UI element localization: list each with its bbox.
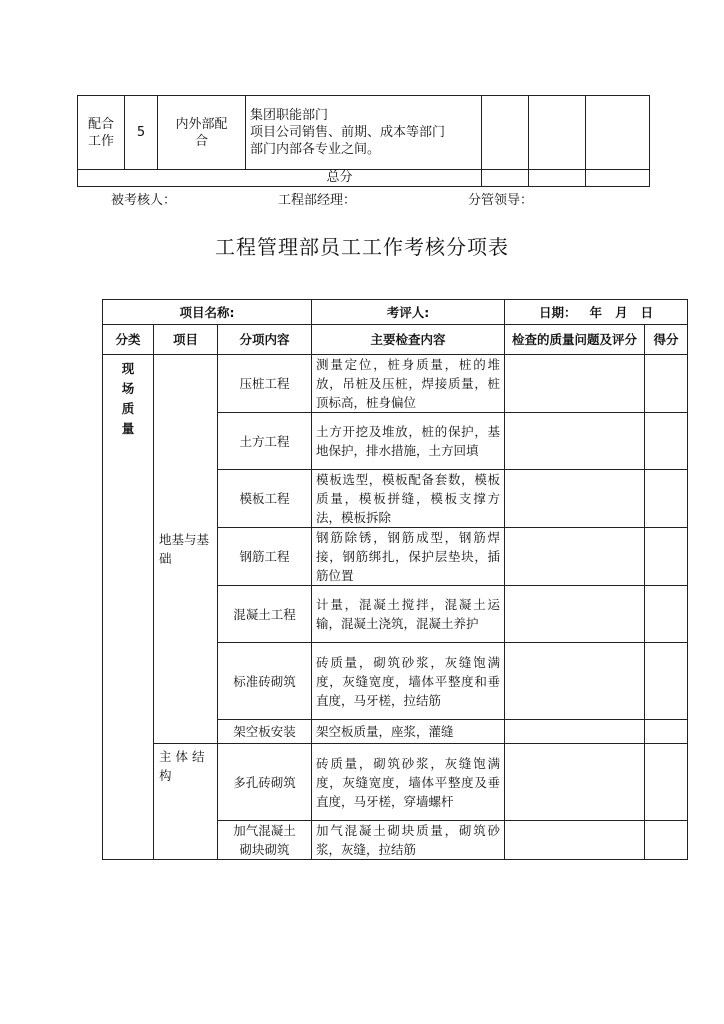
group-cell: 地基与基 础 (154, 355, 218, 744)
empty-cell[interactable] (482, 96, 529, 170)
score-cell: 5 (125, 96, 158, 170)
item-cell: 架空板安装 (218, 720, 312, 744)
table-row (78, 96, 650, 170)
item-cell: 模板工程 (218, 470, 312, 528)
column-header: 检查的质量问题及评分 (505, 325, 645, 355)
content-cell: 集团职能部门 项目公司销售、前期、成本等部门 部门内部各专业之间。 (246, 96, 482, 170)
item-cell: 压桩工程 (218, 355, 312, 413)
total-cell[interactable] (586, 170, 650, 187)
group-cell: 主 体 结 构 (154, 744, 218, 860)
score-cell[interactable] (645, 720, 688, 744)
score-cell[interactable] (645, 355, 688, 413)
check-cell: 架空板质量，座浆，灌缝 (312, 720, 505, 744)
item-cell: 加气混凝土 砌块砌筑 (218, 821, 312, 860)
score-cell[interactable] (645, 744, 688, 821)
quality-score-cell[interactable] (505, 643, 645, 720)
assessment-detail-table (102, 299, 688, 860)
table-row (78, 170, 650, 187)
quality-score-cell[interactable] (505, 720, 645, 744)
score-cell[interactable] (645, 413, 688, 470)
header-row (103, 300, 688, 325)
item-cell: 多孔砖砌筑 (218, 744, 312, 821)
table-row (103, 355, 688, 413)
column-header: 分项内容 (218, 325, 312, 355)
item-cell: 内外部配 合 (158, 96, 246, 170)
check-cell: 砖质量，砌筑砂浆，灰缝饱满度，灰缝宽度，墙体平整度和垂直度，马牙槎，拉结筋 (312, 643, 505, 720)
item-cell: 土方工程 (218, 413, 312, 470)
quality-score-cell[interactable] (505, 355, 645, 413)
assessee-label: 被考核人： (111, 193, 177, 208)
check-cell: 钢筋除锈，钢筋成型，钢筋焊接，钢筋绑扎，保护层垫块，插筋位置 (312, 528, 505, 586)
top-assessment-table (77, 95, 650, 187)
empty-cell[interactable] (586, 96, 650, 170)
check-cell: 测量定位，桩身质量，桩的堆放，吊桩及压桩，焊接质量，桩顶标高，桩身偏位 (312, 355, 505, 413)
total-cell[interactable] (482, 170, 529, 187)
quality-score-cell[interactable] (505, 586, 645, 643)
score-cell[interactable] (645, 643, 688, 720)
score-cell[interactable] (645, 528, 688, 586)
column-header: 主要检查内容 (312, 325, 505, 355)
score-cell[interactable] (645, 470, 688, 528)
item-cell: 混凝土工程 (218, 586, 312, 643)
table-row (103, 744, 688, 821)
item-cell: 钢筋工程 (218, 528, 312, 586)
empty-cell[interactable] (529, 96, 586, 170)
total-cell[interactable] (529, 170, 586, 187)
category-cell: 配合 工作 (78, 96, 125, 170)
score-cell[interactable] (645, 586, 688, 643)
item-cell: 标准砖砌筑 (218, 643, 312, 720)
quality-score-cell[interactable] (505, 470, 645, 528)
column-header: 得分 (645, 325, 688, 355)
page-title: 工程管理部员工工作考核分项表 (215, 235, 509, 259)
quality-score-cell[interactable] (505, 528, 645, 586)
check-cell: 模板选型，模板配备套数，模板质量，模板拼缝，模板支撑方法，模板拆除 (312, 470, 505, 528)
evaluator-label: 考评人: (312, 300, 505, 325)
manager-label: 工程部经理： (278, 193, 357, 208)
check-cell: 土方开挖及堆放，桩的保护，基地保护，排水措施，土方回填 (312, 413, 505, 470)
column-header-row (103, 325, 688, 355)
check-cell: 加气混凝土砌块质量，砌筑砂浆，灰缝，拉结筋 (312, 821, 505, 860)
column-header: 分类 (103, 325, 154, 355)
date-label: 日期： 年 月 日 (505, 300, 688, 325)
quality-score-cell[interactable] (505, 744, 645, 821)
check-cell: 砖质量，砌筑砂浆，灰缝饱满度，灰缝宽度，墙体平整度及垂直度，马牙槎，穿墙螺杆 (312, 744, 505, 821)
column-header: 项目 (154, 325, 218, 355)
leader-label: 分管领导： (468, 193, 534, 208)
project-name-label: 项目名称: (103, 300, 312, 325)
category-cell: 现 场 质 量 (103, 355, 154, 860)
quality-score-cell[interactable] (505, 821, 645, 860)
quality-score-cell[interactable] (505, 413, 645, 470)
check-cell: 计量，混凝土搅拌，混凝土运输，混凝土浇筑，混凝土养护 (312, 586, 505, 643)
total-label: 总分 (78, 170, 482, 187)
score-cell[interactable] (645, 821, 688, 860)
